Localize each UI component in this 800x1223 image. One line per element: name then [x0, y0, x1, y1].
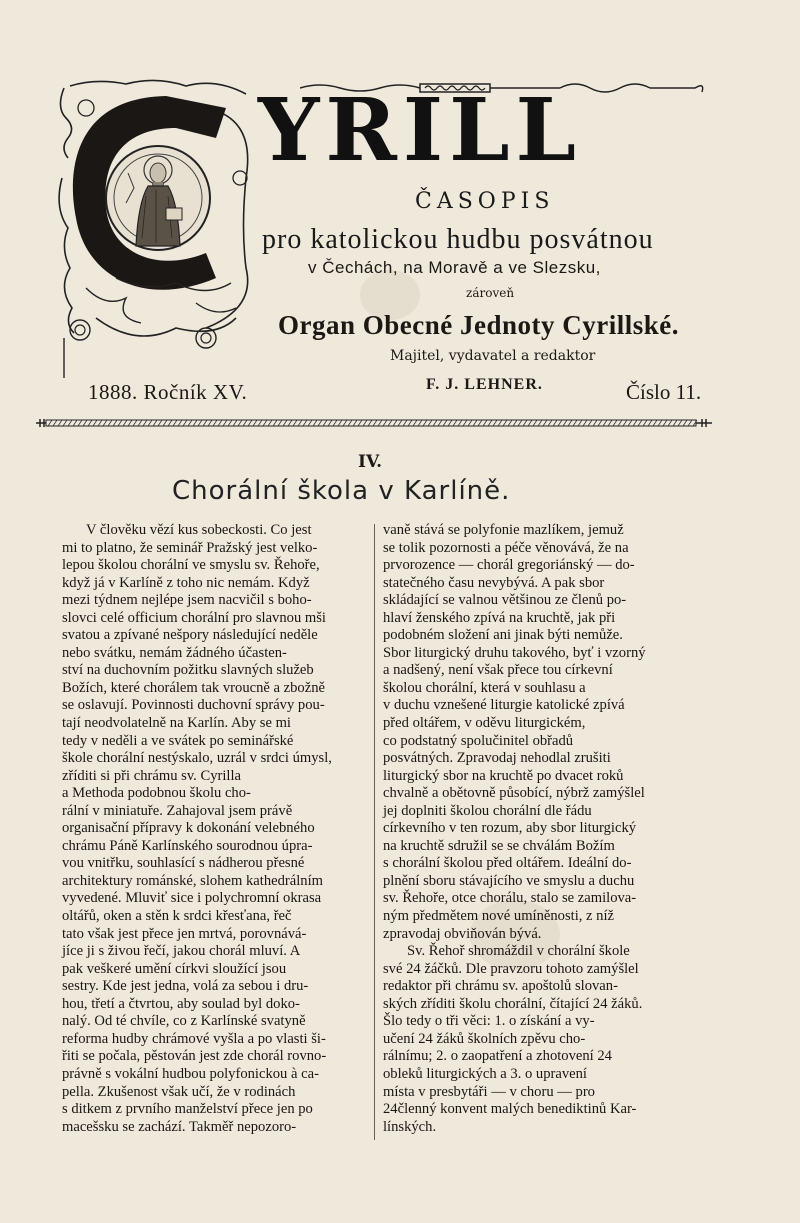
article-line: architektury románské, slohem kathedrálním — [62, 872, 323, 889]
article-column-right — [383, 522, 711, 1136]
issue-number: Číslo 11. — [626, 380, 702, 404]
article-line: místa v presbytáři — v choru — pro — [383, 1083, 595, 1100]
masthead-organ: Organ Obecné Jednoty Cyrillské. — [278, 310, 679, 340]
article-line: liturgický sbor na kruchtě po dvacet roků — [383, 767, 624, 784]
article-line: redaktor při chrámu sv. apoštolů slovan- — [383, 978, 618, 995]
article-line: před oltářem, v oděvu liturgickém, — [383, 715, 586, 732]
article-line: obleků liturgických a 3. o upravení — [383, 1065, 587, 1082]
article-line: rální v miniatuře. Zahajoval jsem právě — [62, 802, 293, 819]
article-line: ských zříditi školu chorální, čítající 24 žáků. — [383, 995, 643, 1012]
article-line: školou chorální, která v souhlasu a — [383, 679, 586, 696]
masthead-publisher: Majitel, vydavatel a redaktor — [390, 348, 596, 364]
article-line: církevního v ten rozum, aby sbor liturgický — [383, 820, 637, 837]
article-line: organisační přípravy k dokonání velebného — [62, 820, 315, 837]
article-line: chvalně a obětovně působící, nýbrž zamýšlel — [383, 785, 645, 802]
article-line: vou vnitřku, souhlasící s nádherou přesné — [62, 855, 305, 872]
article-line: učení 24 žáků školních zpěvu cho- — [383, 1030, 586, 1047]
article-line: své 24 žáčků. Dle pravzoru tohoto zamýšlel — [383, 960, 639, 977]
masthead-rule — [36, 418, 712, 428]
article-line: podobném složení ani jinak býti nemůže. — [383, 627, 623, 644]
column-divider — [374, 524, 375, 1140]
article-line: řiti se počala, pěstován jest zde chorál rovno- — [62, 1048, 327, 1065]
article-line: slovci celé officium chorální pro slavnou mši — [62, 609, 326, 626]
article-line: se oslavují. Povinnosti duchovní správy pou- — [62, 697, 325, 714]
article-line: skládající se valnou většinou ze členů po- — [383, 592, 627, 609]
article-line: mezi týdnem nejlépe jsem nacvičil s boho- — [62, 592, 312, 609]
article-line: lepou školou chorální ve smyslu sv. Řehoře, — [62, 557, 320, 574]
masthead-title: YRILL — [258, 80, 583, 181]
article-column-left — [62, 522, 367, 1136]
article-line: škole chorální nestýskalo, uzrál v srdci úmysl, — [62, 750, 332, 767]
article-line: ným předmětem nové umíněnosti, z níž — [383, 908, 615, 925]
ornate-initial-c — [56, 78, 256, 378]
article-line: rálnímu; 2. o zaopatření a zhotovení 24 — [383, 1048, 612, 1065]
article-line: svatou a zpívané nešpory následující neděle — [62, 627, 318, 644]
article-line: hou, třetí a čtvrtou, aby soulad byl doko- — [62, 995, 300, 1012]
article-line: reforma hudby chrámové vyšla a po vlasti ši- — [62, 1030, 326, 1047]
article-line: Šlo tedy o tři věci: 1. o získání a vy- — [383, 1013, 595, 1030]
article-line: mi to platno, že seminář Pražský jest velko- — [62, 539, 318, 556]
article-line: posvátných. Zpravodaj nehodlal zrušiti — [383, 750, 611, 767]
masthead-casopis: ČASOPIS — [415, 189, 555, 214]
article-line: v duchu vznešené liturgie katolické zpívá — [383, 697, 625, 714]
article-line: jej doplniti školou chorální dle řádu — [383, 802, 592, 819]
masthead-subtitle: pro katolickou hudbu posvátnou — [262, 224, 654, 255]
article-line: a nadšený, není však přece tou církevní — [383, 662, 613, 679]
section-number: IV. — [358, 452, 383, 472]
article-line: pak veškeré umění církvi sloužící jsou — [62, 960, 287, 977]
article-line: tají neodvolatelně na Karlín. Aby se mi — [62, 715, 291, 732]
article-line: macešsku se zachází. Takměř nepozoro- — [62, 1118, 297, 1135]
article-line: s chorální školou před oltářem. Ideální do- — [383, 855, 632, 872]
article-line: se tolik pozornosti a péče věnovává, že na — [383, 539, 629, 556]
article-title: Chorální škola v Karlíně. — [172, 476, 511, 506]
article-line: chrámu Páně Karlínského sourodnou úpra- — [62, 837, 313, 854]
article-line: Božích, které chorálem tak vroucně a zbožně — [62, 679, 325, 696]
masthead-region: v Čechách, na Moravě a ve Slezsku, — [308, 258, 601, 277]
article-line: línských. — [383, 1118, 437, 1135]
article-line: Sbor liturgický druhu takového, byť i vzorný — [383, 644, 646, 661]
article-line: prvorozence — chorál gregoriánský — do- — [383, 557, 635, 574]
article-line: Sv. Řehoř shromáždil v chorální škole — [407, 943, 630, 960]
article-line: pella. Zkušenost však učí, že v rodinách — [62, 1083, 296, 1100]
issue-year: 1888. Ročník XV. — [88, 380, 248, 404]
article-line: oltářů, oken a stěn k srdci křesťana, řeč — [62, 908, 292, 925]
article-line: s ditkem z prvního manželství přece jen po — [62, 1101, 313, 1118]
article-line: V člověku vězí kus sobeckosti. Co jest — [86, 522, 312, 538]
article-line: co podstatný spolučinitel obřadů — [383, 732, 574, 749]
article-line: zpravodaj obviňován bývá. — [383, 925, 542, 942]
article-line: na kruchtě sdružil se se chválám Božím — [383, 837, 615, 854]
article-line: plnění sboru stávajícího ve smyslu a duchu — [383, 872, 635, 889]
article-line: když já v Karlíně z toho nic nemám. Když — [62, 574, 310, 591]
article-line: vaně stává se polyfonie mazlíkem, jemuž — [383, 522, 624, 538]
article-line: právně s vokální hudbou polyfonickou à ca- — [62, 1065, 319, 1082]
article-line: nalý. Od té chvíle, co z Karlínské svatyně — [62, 1013, 306, 1030]
article-line: sv. Řehoře, otce chorálu, stalo se zamilova- — [383, 890, 637, 907]
article-line: statečného času nevybývá. A pak sbor — [383, 574, 605, 591]
masthead-zaroven: zároveň — [466, 286, 515, 300]
article-line: ství na duchovním požitku slavných služeb — [62, 662, 314, 679]
article-line: zříditi si při chrámu sv. Cyrilla — [62, 767, 242, 784]
article-line: 24členný konvent malých benediktinů Kar- — [383, 1101, 637, 1118]
article-line: tato však jest přece jen mrtvá, porovnává- — [62, 925, 307, 942]
article-line: vyvedené. Mluviť sice i polychromní okrasa — [62, 890, 322, 907]
article-line: sestry. Kde jest jedna, volá za sebou i dru- — [62, 978, 309, 995]
article-line: a Methoda podobnou školu cho- — [62, 785, 251, 802]
issue-editor: F. J. LEHNER. — [426, 376, 543, 393]
article-line: tedy v neděli a ve svátek po seminářské — [62, 732, 294, 749]
article-line: nebo svátku, nemám žádného účasten- — [62, 644, 287, 661]
article-line: hlaví ženského zpívá na kruchtě, jak při — [383, 609, 616, 626]
article-line: jíce ji s živou řečí, jakou chorál mluví. A — [62, 943, 301, 960]
